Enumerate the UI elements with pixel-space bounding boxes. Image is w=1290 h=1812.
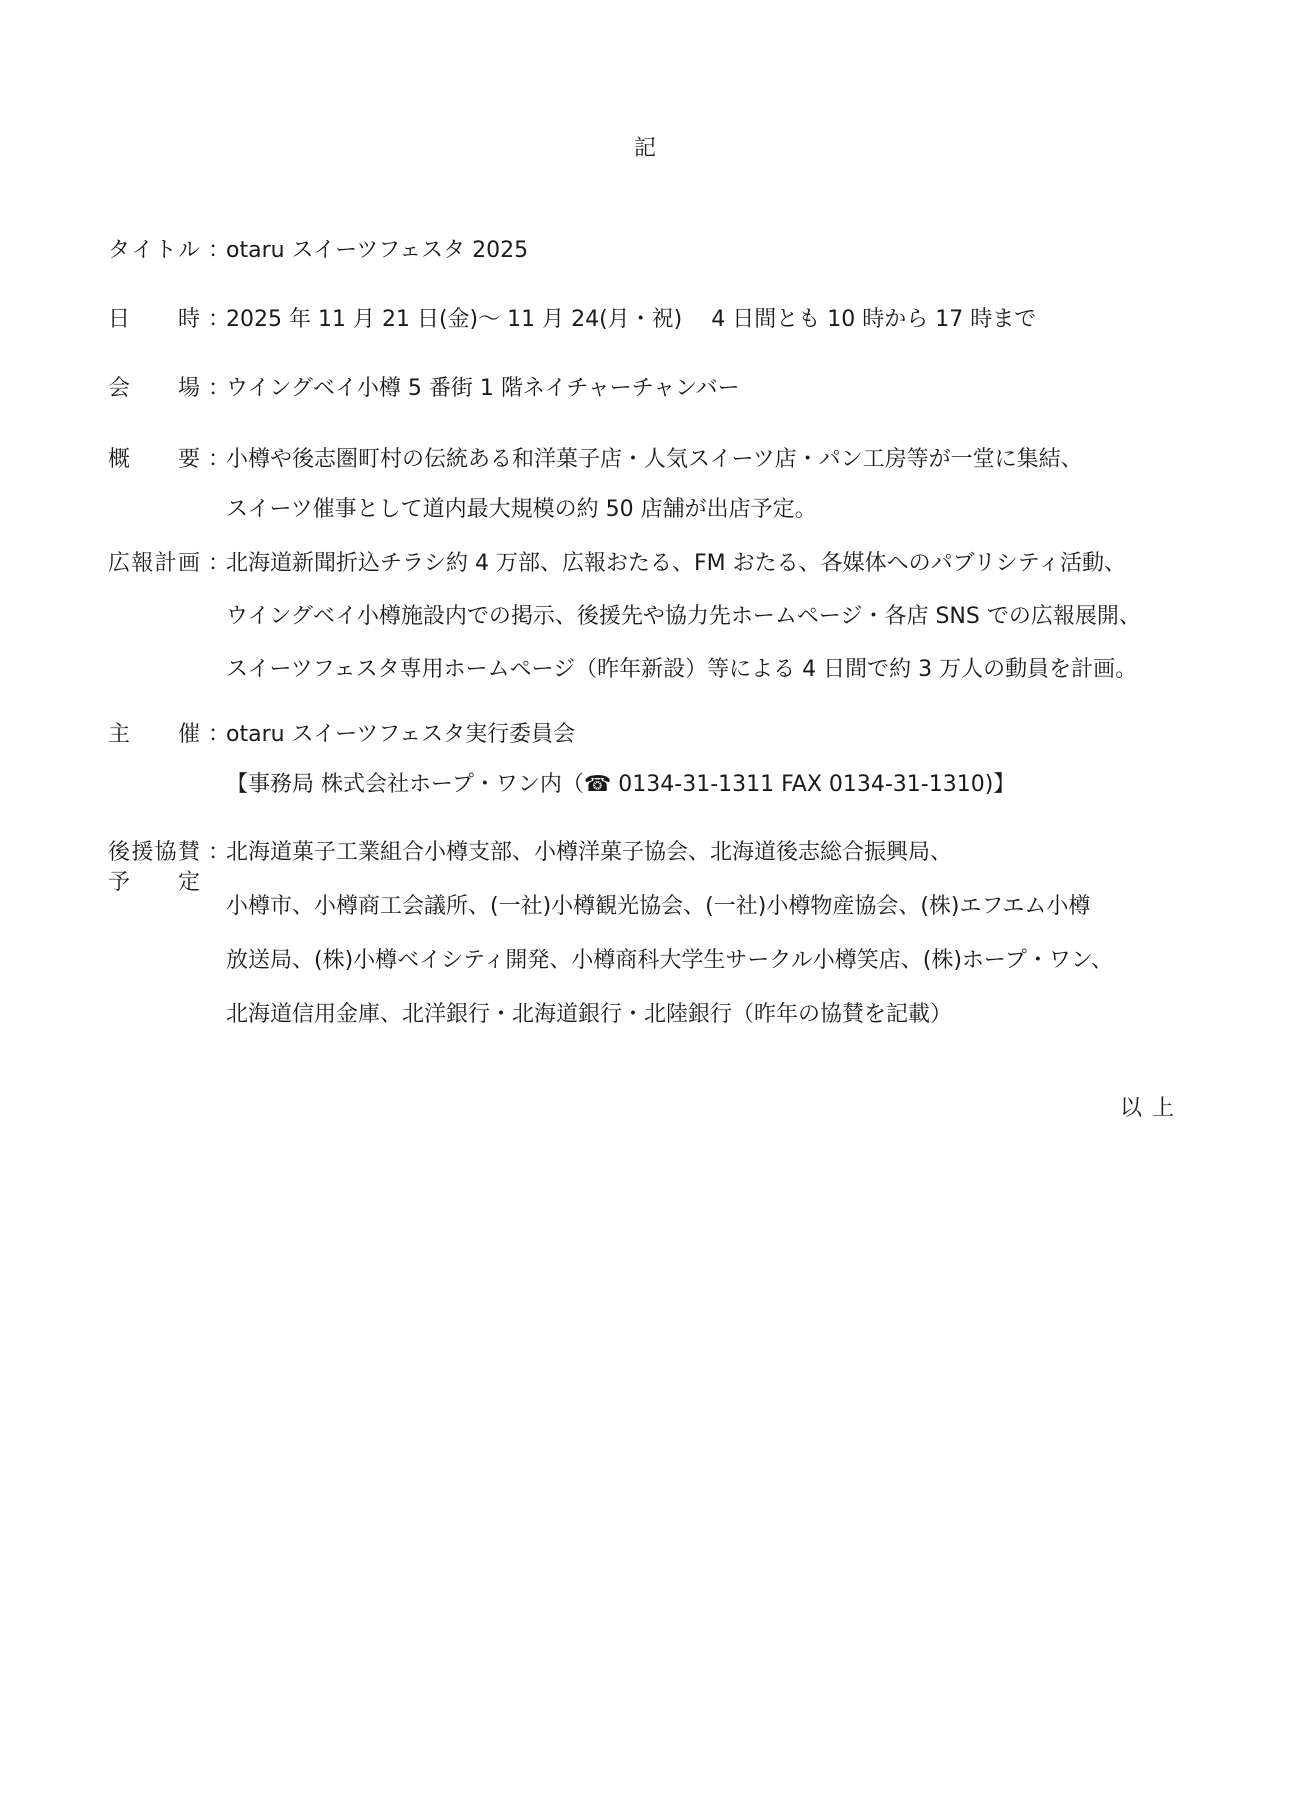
value-line: 北海道新聞折込チラシ約 4 万部、広報おたる、FM おたる、各媒体へのパブリシティ活動、 — [226, 551, 1126, 576]
value-line: otaru スイーツフェスタ実行委員会 — [226, 722, 576, 747]
label-title: タ イ ト ル — [108, 238, 200, 263]
colon: ： — [208, 551, 231, 576]
value-line: 2025 年 11 月 21 日(金)～ 11 月 24(月・祝) 4 日間とも 10 時から 17 時まで — [226, 307, 1037, 332]
label-sponsors — [108, 838, 216, 898]
colon: ： — [208, 722, 231, 747]
label-overview: 概 要 — [108, 447, 200, 472]
value-line-office: 【事務局 株式会社ホープ・ワン内（☎ 0134-31-1311 FAX 0134-31-1310)】 — [226, 772, 1016, 797]
value-line: 北海道信用金庫、北洋銀行・北海道銀行・北陸銀行（昨年の協賛を記載） — [226, 1002, 953, 1027]
value-line: 小樽や後志圏町村の伝統ある和洋菓子店・人気スイーツ店・パン工房等が一堂に集結、 — [226, 447, 1083, 472]
value-line: otaru スイーツフェスタ 2025 — [226, 238, 529, 263]
value-pr-plan — [226, 549, 1226, 708]
value-datetime — [226, 305, 1226, 355]
value-line: 北海道菓子工業組合小樽支部、小樽洋菓子協会、北海道後志総合振興局、 — [226, 840, 953, 865]
label-sponsors-line1: 後 援 協 賛 — [108, 840, 200, 865]
value-overview — [226, 445, 1226, 545]
colon: ： — [208, 447, 231, 472]
value-sponsors — [226, 838, 1226, 1054]
value-line: スイーツフェスタ専用ホームページ（昨年新設）等による 4 日間で約 3 万人の動員を計画。 — [226, 657, 1138, 682]
value-line: 放送局、(株)小樽ベイシティ開発、小樽商科大学生サークル小樽笑店、(株)ホープ・ワン、 — [226, 948, 1114, 973]
closing-ijo: 以上 — [1120, 1096, 1185, 1121]
label-datetime: 日 時 — [108, 307, 200, 332]
value-line: ウイングベイ小樽施設内での掲示、後援先や協力先ホームページ・各店 SNS での広報展開、 — [226, 604, 1141, 629]
value-line: スイーツ催事として道内最大規模の約 50 店舗が出店予定。 — [226, 497, 817, 522]
value-organizer — [226, 720, 1226, 820]
label-venue: 会 場 — [108, 376, 200, 401]
heading-ki: 記 — [633, 136, 656, 161]
label-organizer: 主 催 — [108, 722, 200, 747]
colon: ： — [208, 840, 231, 865]
value-title — [226, 236, 1226, 286]
label-pr-plan: 広 報 計 画 — [108, 551, 200, 576]
value-venue — [226, 374, 1226, 424]
value-line: 小樽市、小樽商工会議所、(一社)小樽観光協会、(一社)小樽物産協会、(株)エフエム小樽 — [226, 894, 1091, 919]
value-line: ウイングベイ小樽 5 番街 1 階ネイチャーチャンバー — [226, 376, 740, 401]
colon: ： — [208, 238, 231, 263]
label-sponsors-line2: 予 定 — [108, 870, 200, 895]
colon: ： — [208, 307, 231, 332]
colon: ： — [208, 376, 231, 401]
